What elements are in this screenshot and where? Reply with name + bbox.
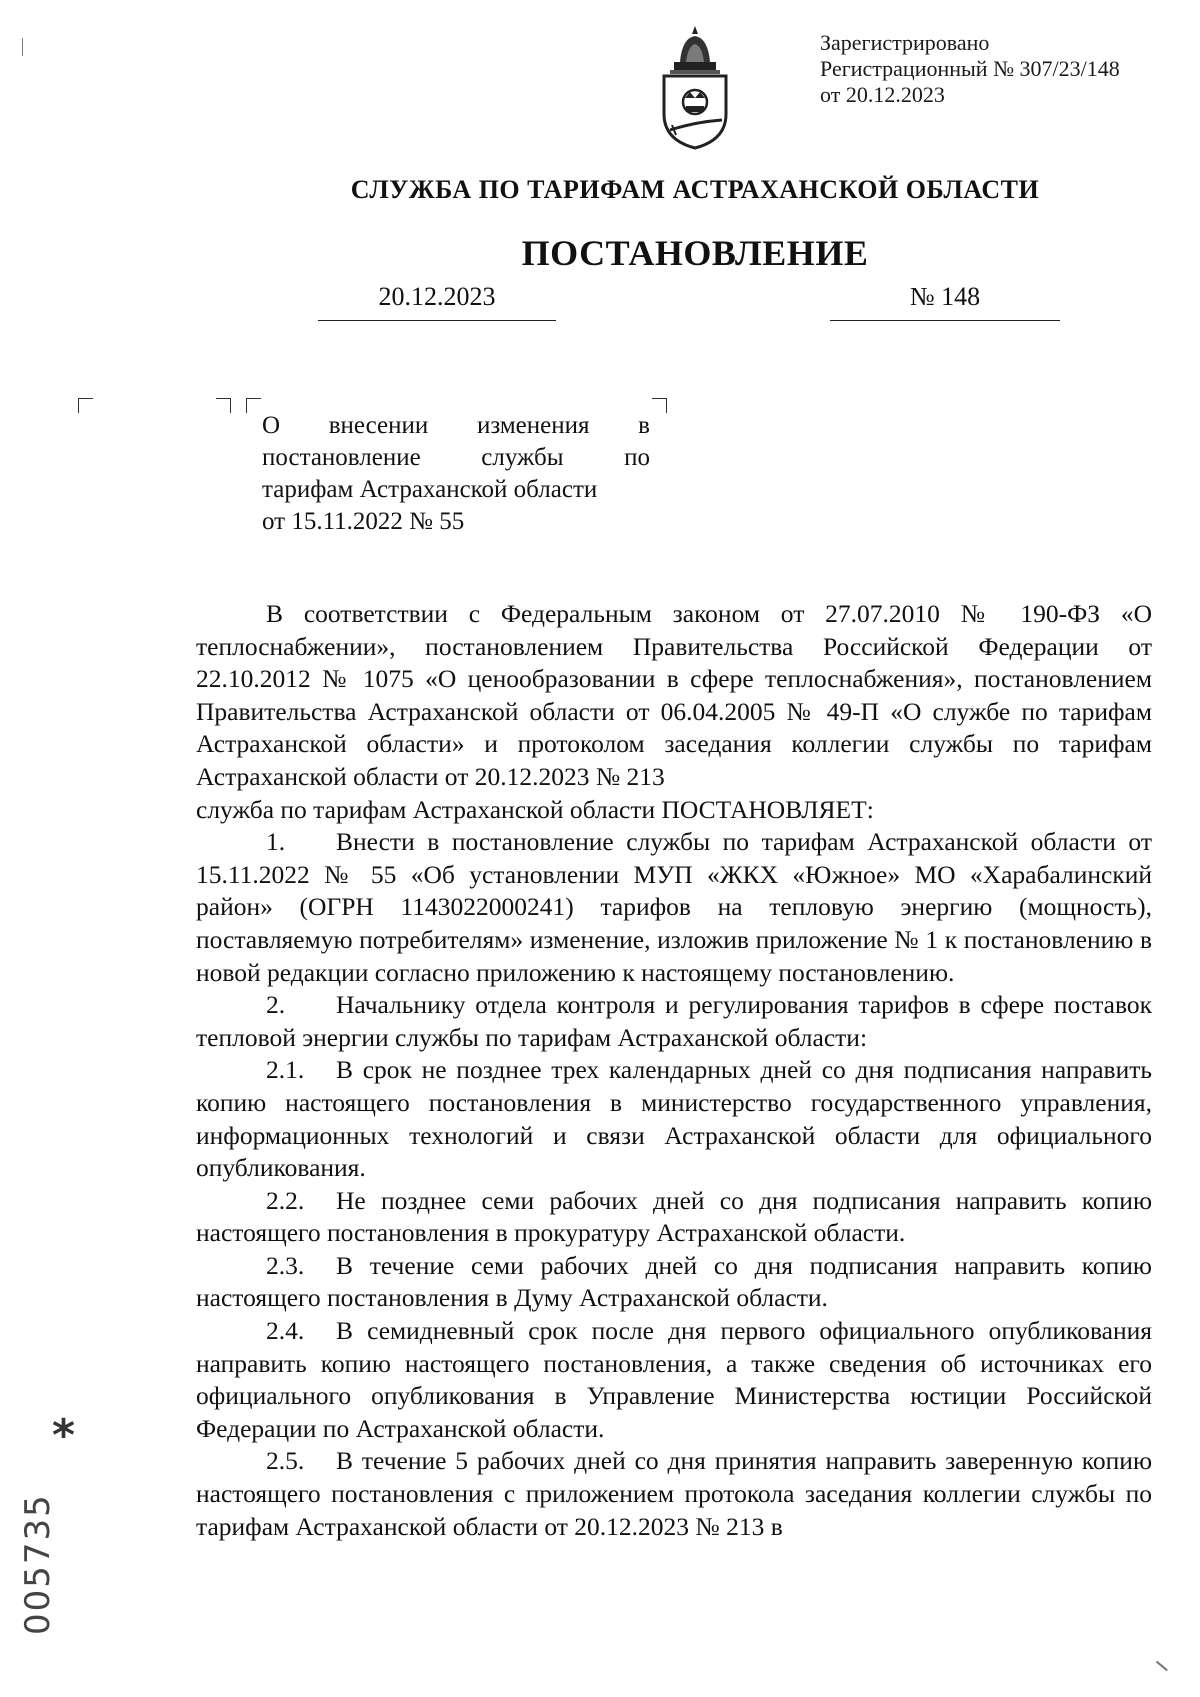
document-date: 20.12.2023	[318, 282, 556, 321]
margin-asterisk: *	[52, 1410, 76, 1461]
clause-text: В семидневный срок после дня первого официального опубликования направить копию настоящего постановления, а также сведения об источниках его официального опубликования в Управление Министерства юстиции Российской Федерации по Астраханской области.	[196, 1316, 1152, 1443]
corner-mark	[246, 398, 261, 413]
corner-mark	[216, 398, 231, 413]
clause-paragraph	[196, 1445, 1152, 1543]
resolution-line: служба по тарифам Астраханской области ПОСТАНОВЛЯЕТ:	[196, 794, 874, 824]
clause-text: В течение 5 рабочих дней со дня принятия направить заверенную копию настоящего постановления с приложением протокола заседания коллегии службы по тарифам Астраханской области от 20.12.2023 № 213 в	[196, 1446, 1152, 1541]
corner-mark	[652, 398, 667, 413]
scan-artifact	[22, 38, 23, 56]
registration-number: Регистрационный № 307/23/148	[820, 56, 1120, 81]
clause-paragraph	[196, 1185, 1152, 1250]
clause-text: Не позднее семи рабочих дней со дня подписания направить копию настоящего постановления в прокуратуру Астраханской области.	[196, 1185, 1152, 1248]
clause-paragraph	[196, 1250, 1152, 1315]
registration-stamp	[820, 30, 1120, 108]
clause-number: 2.5.	[266, 1446, 305, 1476]
registration-date: от 20.12.2023	[820, 82, 945, 107]
clause-text: Внести в постановление службы по тарифам Астраханской области от 15.11.2022 № 55 «Об установлении МУП «ЖКХ «Южное» МО «Харабалинский район» (ОГРН 1143022000241) тарифов на тепловую энергию (мощность), поставляемую потребителям» изменение, изложив приложение № 1 к постановлению в новой редакции согласно приложению к настоящему постановлению.	[196, 827, 1152, 987]
coat-of-arms-emblem	[650, 22, 740, 152]
clause-number: 2.1.	[266, 1055, 305, 1085]
document-type-title: ПОСТАНОВЛЕНИЕ	[521, 233, 869, 273]
subject-line: О внесении изменения в	[262, 412, 650, 439]
clause-text: В срок не позднее трех календарных дней со дня подписания направить копию настоящего постановления в министерство государственного управления, информационных технологий и связи Астраханской области для официального опубликования.	[196, 1055, 1152, 1183]
clause-paragraph	[196, 1054, 1152, 1184]
registration-label: Зарегистрировано	[820, 30, 990, 55]
subject-line: от 15.11.2022 № 55	[262, 508, 465, 535]
subject-line: тарифам Астраханской области	[262, 476, 598, 503]
clause-number: 2.	[266, 990, 286, 1020]
clause-text: Начальнику отдела контроля и регулирования тарифов в сфере поставок тепловой энергии службы по тарифам Астраханской области:	[196, 990, 1152, 1052]
clause-paragraph	[196, 1315, 1152, 1445]
clause-number: 2.4.	[266, 1316, 305, 1346]
agency-name: СЛУЖБА ПО ТАРИФАМ АСТРАХАНСКОЙ ОБЛАСТИ	[350, 175, 1040, 204]
document-number: № 148	[830, 282, 1060, 321]
clause-text: В течение семи рабочих дней со дня подписания направить копию настоящего постановления в Думу Астраханской области.	[196, 1250, 1152, 1313]
clause-number: 2.2.	[266, 1185, 305, 1215]
clause-number: 2.3.	[266, 1250, 305, 1280]
clause-paragraph	[196, 989, 1152, 1054]
clause-paragraph	[196, 826, 1152, 989]
document-body	[196, 598, 1152, 1543]
subject-line: постановление службы по	[262, 444, 650, 471]
scan-artifact	[1156, 1661, 1168, 1671]
margin-serial-number: 005735	[18, 1493, 58, 1635]
document-subject	[262, 410, 650, 538]
corner-mark	[78, 398, 93, 413]
clause-number: 1.	[266, 827, 286, 857]
preamble-paragraph: В соответствии с Федеральным законом от 27.07.2010 № 190-ФЗ «О теплоснабжении», постановлением Правительства Российской Федерации от 22.10.2012 № 1075 «О ценообразовании в сфере теплоснабжения», постановлением Правительства Астраханской области от 06.04.2005 № 49-П «О службе по тарифам Астраханской области» и протоколом заседания коллегии службы по тарифам Астраханской области от 20.12.2023 № 213	[196, 599, 1152, 791]
